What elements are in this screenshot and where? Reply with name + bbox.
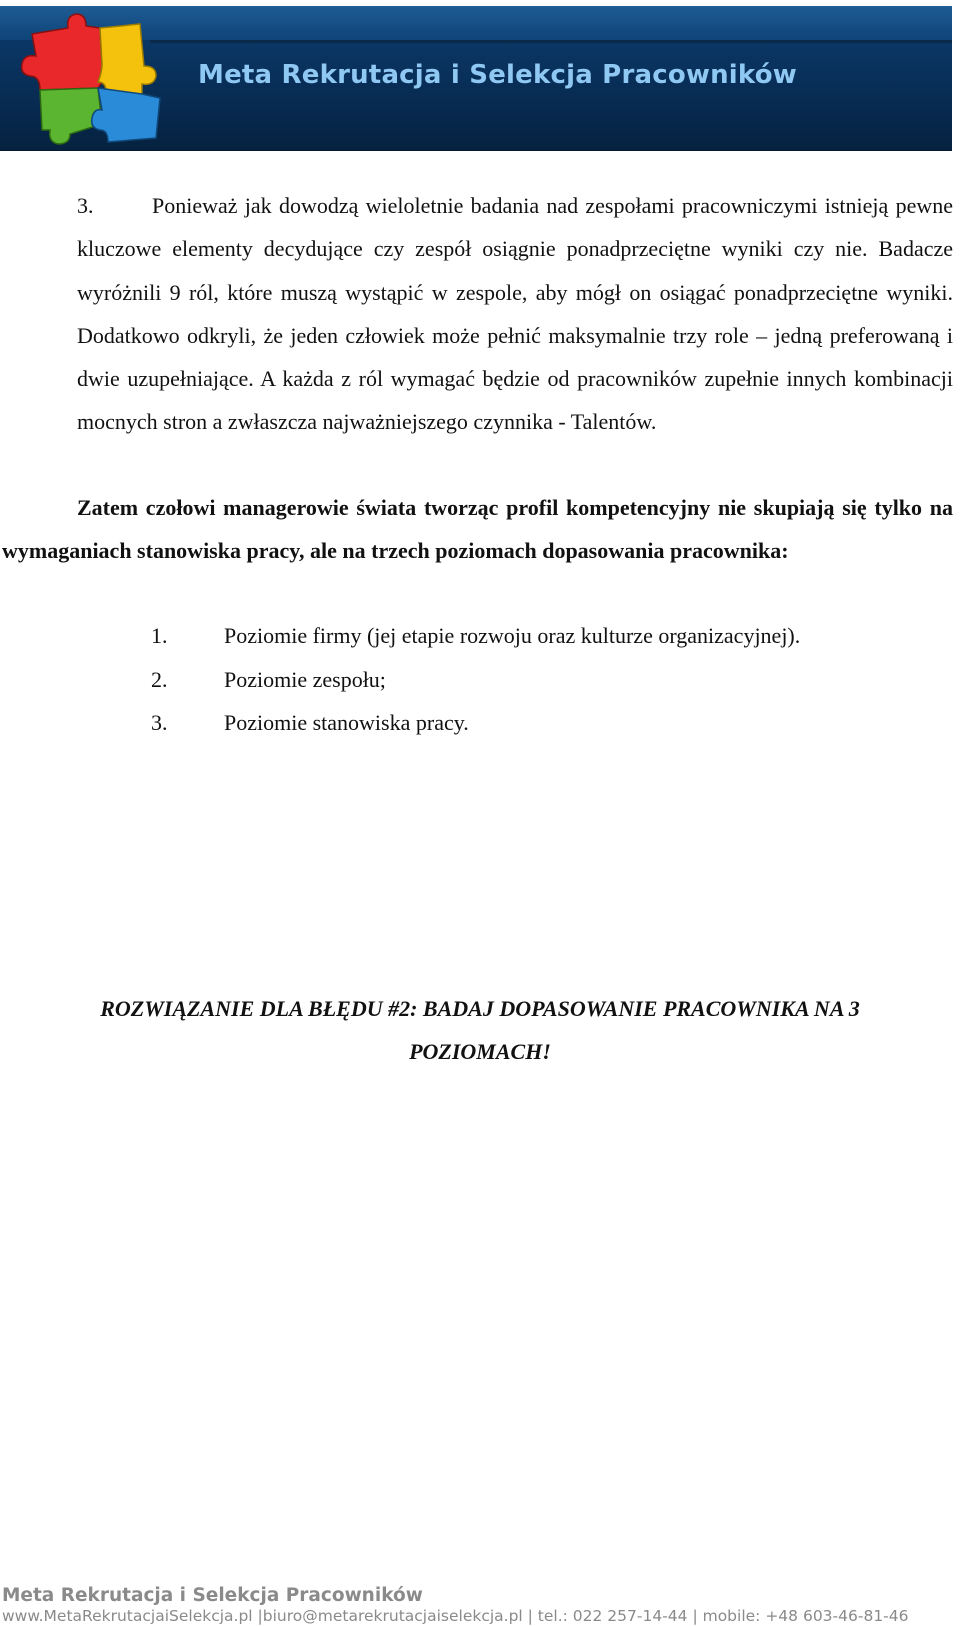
list-item <box>0 701 960 744</box>
page-footer <box>2 1585 909 1626</box>
list-item-number: 3. <box>151 709 168 735</box>
solution-line-1: ROZWIĄZANIE DLA BŁĘDU #2: BADAJ DOPASOWANIE PRACOWNIKA NA 3 <box>100 996 860 1021</box>
puzzle-pieces-icon <box>10 6 170 150</box>
list-item-text: Poziomie stanowiska pracy. <box>224 709 469 735</box>
list-item-number: 2. <box>151 666 168 692</box>
header-banner <box>0 6 952 151</box>
paragraph-text: Ponieważ jak dowodzą wieloletnie badania nad zespołami pracowniczymi istnieją pewne kluczowe elementy decydujące czy zespół osiągnie ponadprzeciętne wyniki czy nie. Badacze wyróżnili 9 ról, które muszą wystąpić w zespole, aby mógł on osiągać ponadprzeciętne wyniki. Dodatkowo odkryli, że jeden człowiek może pełnić maksymalnie trzy role – jedną preferowaną i dwie uzupełniające. A każda z ról wymagać będzie od pracowników zupełnie innych kombinacji mocnych stron a zwłaszcza najważniejszego czynnika - Talentów. <box>77 193 953 435</box>
footer-contact: www.MetaRekrutacjaiSelekcja.pl |biuro@metarekrutacjaiselekcja.pl | tel.: 022 257-14-44 | mobile: +48 603-46-81-46 <box>2 1607 909 1625</box>
banner-title: Meta Rekrutacja i Selekcja Pracowników <box>198 60 797 90</box>
footer-title: Meta Rekrutacja i Selekcja Pracowników <box>2 1585 423 1606</box>
list-item <box>0 658 960 701</box>
solution-heading <box>20 987 940 1074</box>
paragraph-item-3 <box>77 184 953 444</box>
list-item-text: Poziomie zespołu; <box>224 666 386 692</box>
levels-list <box>0 614 960 744</box>
document-body <box>0 184 960 1065</box>
paragraph-number: 3. <box>77 193 94 218</box>
list-item-number: 1. <box>151 623 168 649</box>
list-item-text: Poziomie firmy (jej etapie rozwoju oraz kulturze organizacyjnej). <box>224 623 801 649</box>
solution-line-2: POZIOMACH! <box>409 1039 551 1065</box>
list-item <box>0 614 960 657</box>
bold-summary-paragraph: Zatem czołowi managerowie świata tworząc profil kompetencyjny nie skupiają się tylko na wymaganiach stanowiska pracy, ale na trzech poziomach dopasowania pracownika: <box>2 494 953 564</box>
banner-divider <box>150 40 952 43</box>
